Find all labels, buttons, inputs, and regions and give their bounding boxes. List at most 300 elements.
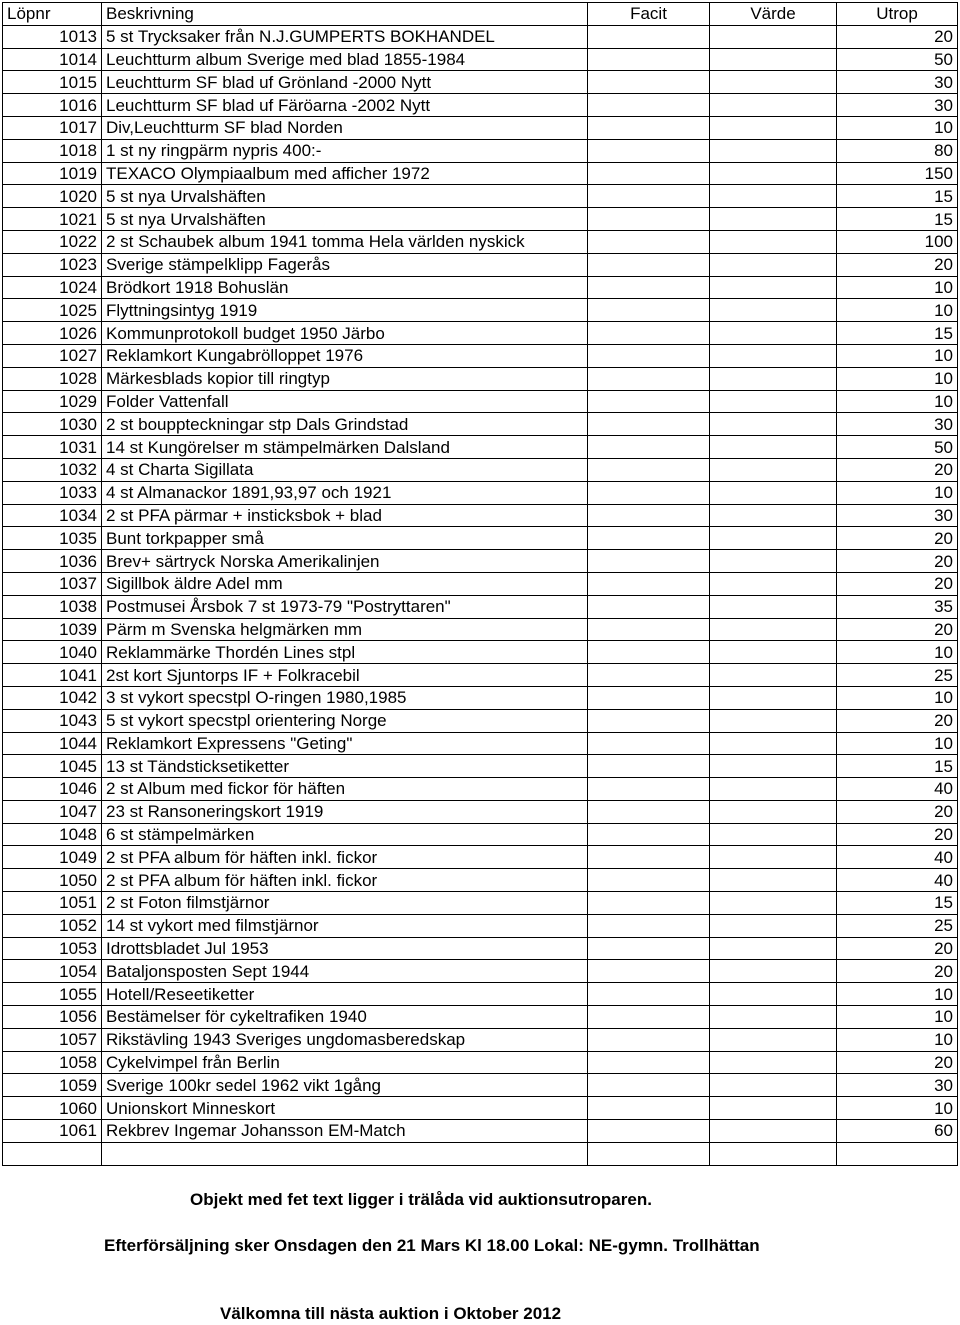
cell-beskrivning: Brev+ särtryck Norska Amerikalinjen: [102, 550, 588, 573]
cell-lopnr: 1043: [3, 709, 102, 732]
cell-beskrivning: Bunt torkpapper små: [102, 527, 588, 550]
table-row: [3, 413, 958, 436]
empty-cell: [837, 1142, 958, 1165]
cell-utrop: 30: [837, 413, 958, 436]
cell-utrop: 10: [837, 641, 958, 664]
cell-beskrivning: Idrottsbladet Jul 1953: [102, 937, 588, 960]
cell-beskrivning: 2 st bouppteckningar stp Dals Grindstad: [102, 413, 588, 436]
table-row: [3, 595, 958, 618]
cell-varde: [710, 823, 837, 846]
cell-varde: [710, 185, 837, 208]
cell-lopnr: 1022: [3, 230, 102, 253]
empty-cell: [3, 1142, 102, 1165]
cell-facit: [588, 823, 710, 846]
cell-utrop: 15: [837, 185, 958, 208]
footer-note-welcome: Välkomna till nästa auktion i Oktober 2012: [220, 1304, 562, 1323]
table-row: [3, 25, 958, 48]
cell-utrop: 50: [837, 48, 958, 71]
cell-lopnr: 1025: [3, 299, 102, 322]
cell-utrop: 20: [837, 550, 958, 573]
table-row: [3, 116, 958, 139]
cell-lopnr: 1047: [3, 800, 102, 823]
cell-utrop: 10: [837, 299, 958, 322]
cell-utrop: 10: [837, 344, 958, 367]
cell-facit: [588, 641, 710, 664]
cell-facit: [588, 1120, 710, 1143]
cell-lopnr: 1052: [3, 914, 102, 937]
cell-lopnr: 1034: [3, 504, 102, 527]
table-row: [3, 869, 958, 892]
cell-varde: [710, 595, 837, 618]
cell-lopnr: 1042: [3, 686, 102, 709]
cell-utrop: 10: [837, 732, 958, 755]
cell-beskrivning: 23 st Ransoneringskort 1919: [102, 800, 588, 823]
cell-varde: [710, 937, 837, 960]
cell-facit: [588, 322, 710, 345]
table-row: [3, 481, 958, 504]
cell-lopnr: 1037: [3, 572, 102, 595]
cell-utrop: 30: [837, 1074, 958, 1097]
cell-beskrivning: Sverige 100kr sedel 1962 vikt 1gång: [102, 1074, 588, 1097]
cell-beskrivning: Kommunprotokoll budget 1950 Järbo: [102, 322, 588, 345]
cell-lopnr: 1036: [3, 550, 102, 573]
table-row: [3, 344, 958, 367]
cell-varde: [710, 778, 837, 801]
cell-varde: [710, 527, 837, 550]
cell-lopnr: 1035: [3, 527, 102, 550]
cell-facit: [588, 25, 710, 48]
cell-varde: [710, 732, 837, 755]
cell-beskrivning: 2 st Schaubek album 1941 tomma Hela världen nyskick: [102, 230, 588, 253]
cell-facit: [588, 504, 710, 527]
header-facit: Facit: [588, 3, 710, 26]
cell-facit: [588, 914, 710, 937]
cell-beskrivning: Bataljonsposten Sept 1944: [102, 960, 588, 983]
cell-lopnr: 1053: [3, 937, 102, 960]
table-row: [3, 436, 958, 459]
cell-lopnr: 1057: [3, 1028, 102, 1051]
table-row: [3, 527, 958, 550]
cell-varde: [710, 253, 837, 276]
footer-note-wooden-box: Objekt med fet text ligger i trälåda vid auktionsutroparen.: [190, 1190, 652, 1209]
table-row: [3, 686, 958, 709]
header-beskrivning: Beskrivning: [102, 3, 588, 26]
cell-facit: [588, 458, 710, 481]
cell-varde: [710, 71, 837, 94]
cell-varde: [710, 94, 837, 117]
cell-beskrivning: Leuchtturm album Sverige med blad 1855-1984: [102, 48, 588, 71]
cell-utrop: 10: [837, 116, 958, 139]
cell-lopnr: 1055: [3, 983, 102, 1006]
cell-facit: [588, 595, 710, 618]
table-row: [3, 618, 958, 641]
cell-utrop: 15: [837, 755, 958, 778]
cell-facit: [588, 208, 710, 231]
cell-utrop: 40: [837, 778, 958, 801]
table-row: [3, 94, 958, 117]
cell-lopnr: 1049: [3, 846, 102, 869]
cell-utrop: 20: [837, 572, 958, 595]
cell-utrop: 80: [837, 139, 958, 162]
table-row: [3, 664, 958, 687]
cell-beskrivning: 2 st PFA album för häften inkl. fickor: [102, 846, 588, 869]
footer-note-aftersale: Efterförsäljning sker Onsdagen den 21 Mars Kl 18.00 Lokal: NE-gymn. Trollhättan: [104, 1236, 760, 1255]
table-row: [3, 800, 958, 823]
table-body: [3, 25, 958, 1165]
cell-lopnr: 1032: [3, 458, 102, 481]
cell-beskrivning: Reklamkort Expressens "Geting": [102, 732, 588, 755]
cell-facit: [588, 230, 710, 253]
table-row: [3, 230, 958, 253]
cell-facit: [588, 686, 710, 709]
cell-lopnr: 1030: [3, 413, 102, 436]
cell-beskrivning: Flyttningsintyg 1919: [102, 299, 588, 322]
cell-varde: [710, 664, 837, 687]
cell-utrop: 25: [837, 664, 958, 687]
cell-facit: [588, 937, 710, 960]
cell-utrop: 10: [837, 686, 958, 709]
cell-varde: [710, 1074, 837, 1097]
cell-utrop: 150: [837, 162, 958, 185]
cell-lopnr: 1017: [3, 116, 102, 139]
cell-beskrivning: Unionskort Minneskort: [102, 1097, 588, 1120]
cell-lopnr: 1029: [3, 390, 102, 413]
cell-utrop: 20: [837, 618, 958, 641]
cell-varde: [710, 25, 837, 48]
cell-lopnr: 1058: [3, 1051, 102, 1074]
table-row: [3, 823, 958, 846]
cell-facit: [588, 800, 710, 823]
cell-utrop: 20: [837, 253, 958, 276]
cell-beskrivning: 2 st Foton filmstjärnor: [102, 892, 588, 915]
cell-facit: [588, 299, 710, 322]
cell-varde: [710, 641, 837, 664]
cell-beskrivning: Leuchtturm SF blad uf Färöarna -2002 Nytt: [102, 94, 588, 117]
table-row: [3, 367, 958, 390]
cell-beskrivning: Reklammärke Thordén Lines stpl: [102, 641, 588, 664]
cell-utrop: 40: [837, 846, 958, 869]
cell-lopnr: 1026: [3, 322, 102, 345]
cell-beskrivning: Pärm m Svenska helgmärken mm: [102, 618, 588, 641]
cell-utrop: 10: [837, 983, 958, 1006]
cell-facit: [588, 869, 710, 892]
cell-beskrivning: 14 st Kungörelser m stämpelmärken Dalsland: [102, 436, 588, 459]
cell-beskrivning: Rikstävling 1943 Sveriges ungdomasberedskap: [102, 1028, 588, 1051]
cell-beskrivning: 5 st nya Urvalshäften: [102, 208, 588, 231]
table-row: [3, 1028, 958, 1051]
cell-beskrivning: Bestämelser för cykeltrafiken 1940: [102, 1006, 588, 1029]
cell-utrop: 10: [837, 390, 958, 413]
cell-varde: [710, 869, 837, 892]
cell-lopnr: 1051: [3, 892, 102, 915]
cell-lopnr: 1054: [3, 960, 102, 983]
cell-utrop: 30: [837, 71, 958, 94]
cell-beskrivning: 5 st nya Urvalshäften: [102, 185, 588, 208]
cell-beskrivning: 2 st PFA pärmar + insticksbok + blad: [102, 504, 588, 527]
cell-utrop: 10: [837, 481, 958, 504]
table-row: [3, 276, 958, 299]
header-utrop: Utrop: [837, 3, 958, 26]
table-row: [3, 71, 958, 94]
cell-utrop: 10: [837, 276, 958, 299]
cell-utrop: 10: [837, 1097, 958, 1120]
cell-beskrivning: 4 st Charta Sigillata: [102, 458, 588, 481]
cell-facit: [588, 1028, 710, 1051]
cell-facit: [588, 94, 710, 117]
cell-beskrivning: Div,Leuchtturm SF blad Norden: [102, 116, 588, 139]
table-row: [3, 208, 958, 231]
empty-cell: [102, 1142, 588, 1165]
cell-lopnr: 1033: [3, 481, 102, 504]
cell-facit: [588, 755, 710, 778]
table-row: [3, 162, 958, 185]
cell-varde: [710, 1097, 837, 1120]
header-varde: Värde: [710, 3, 837, 26]
table-row: [3, 914, 958, 937]
table-row: [3, 550, 958, 573]
cell-varde: [710, 413, 837, 436]
cell-lopnr: 1014: [3, 48, 102, 71]
table-row: [3, 732, 958, 755]
cell-lopnr: 1056: [3, 1006, 102, 1029]
cell-facit: [588, 253, 710, 276]
cell-varde: [710, 572, 837, 595]
cell-varde: [710, 892, 837, 915]
cell-lopnr: 1045: [3, 755, 102, 778]
cell-facit: [588, 572, 710, 595]
cell-facit: [588, 481, 710, 504]
cell-varde: [710, 960, 837, 983]
cell-facit: [588, 892, 710, 915]
cell-beskrivning: 2st kort Sjuntorps IF + Folkracebil: [102, 664, 588, 687]
table-row: [3, 322, 958, 345]
cell-lopnr: 1060: [3, 1097, 102, 1120]
cell-varde: [710, 458, 837, 481]
cell-utrop: 20: [837, 937, 958, 960]
cell-beskrivning: Leuchtturm SF blad uf Grönland -2000 Nytt: [102, 71, 588, 94]
table-row: [3, 641, 958, 664]
cell-lopnr: 1046: [3, 778, 102, 801]
cell-lopnr: 1023: [3, 253, 102, 276]
cell-varde: [710, 139, 837, 162]
cell-varde: [710, 116, 837, 139]
cell-lopnr: 1059: [3, 1074, 102, 1097]
cell-facit: [588, 48, 710, 71]
cell-beskrivning: Postmusei Årsbok 7 st 1973-79 "Postryttaren": [102, 595, 588, 618]
cell-varde: [710, 230, 837, 253]
cell-varde: [710, 1028, 837, 1051]
cell-facit: [588, 276, 710, 299]
cell-varde: [710, 1120, 837, 1143]
cell-facit: [588, 139, 710, 162]
cell-lopnr: 1044: [3, 732, 102, 755]
cell-beskrivning: 14 st vykort med filmstjärnor: [102, 914, 588, 937]
table-row: [3, 1097, 958, 1120]
auction-lot-table: [2, 2, 958, 1166]
cell-utrop: 15: [837, 208, 958, 231]
cell-lopnr: 1018: [3, 139, 102, 162]
cell-beskrivning: Folder Vattenfall: [102, 390, 588, 413]
cell-lopnr: 1061: [3, 1120, 102, 1143]
table-row: [3, 299, 958, 322]
empty-cell: [710, 1142, 837, 1165]
cell-facit: [588, 983, 710, 1006]
cell-utrop: 20: [837, 527, 958, 550]
table-header-row: [3, 3, 958, 26]
cell-utrop: 50: [837, 436, 958, 459]
table-row: [3, 892, 958, 915]
cell-lopnr: 1016: [3, 94, 102, 117]
cell-utrop: 10: [837, 1028, 958, 1051]
cell-facit: [588, 709, 710, 732]
cell-varde: [710, 846, 837, 869]
table-row: [3, 504, 958, 527]
empty-row: [3, 1142, 958, 1165]
cell-utrop: 15: [837, 322, 958, 345]
cell-varde: [710, 709, 837, 732]
cell-lopnr: 1019: [3, 162, 102, 185]
cell-utrop: 100: [837, 230, 958, 253]
table-row: [3, 572, 958, 595]
cell-varde: [710, 162, 837, 185]
table-row: [3, 1006, 958, 1029]
cell-beskrivning: 3 st vykort specstpl O-ringen 1980,1985: [102, 686, 588, 709]
cell-varde: [710, 800, 837, 823]
cell-lopnr: 1040: [3, 641, 102, 664]
table-row: [3, 937, 958, 960]
cell-facit: [588, 550, 710, 573]
cell-varde: [710, 344, 837, 367]
cell-lopnr: 1041: [3, 664, 102, 687]
cell-beskrivning: 6 st stämpelmärken: [102, 823, 588, 846]
cell-varde: [710, 48, 837, 71]
table-row: [3, 1074, 958, 1097]
cell-facit: [588, 732, 710, 755]
cell-lopnr: 1013: [3, 25, 102, 48]
cell-facit: [588, 1051, 710, 1074]
cell-utrop: 40: [837, 869, 958, 892]
cell-utrop: 30: [837, 504, 958, 527]
cell-utrop: 20: [837, 1051, 958, 1074]
cell-beskrivning: TEXACO Olympiaalbum med afficher 1972: [102, 162, 588, 185]
table-row: [3, 253, 958, 276]
table-row: [3, 139, 958, 162]
cell-utrop: 25: [837, 914, 958, 937]
table-row: [3, 458, 958, 481]
cell-facit: [588, 527, 710, 550]
cell-beskrivning: 4 st Almanackor 1891,93,97 och 1921: [102, 481, 588, 504]
cell-varde: [710, 367, 837, 390]
table-row: [3, 983, 958, 1006]
cell-facit: [588, 1006, 710, 1029]
cell-utrop: 10: [837, 367, 958, 390]
cell-beskrivning: Sverige stämpelklipp Fagerås: [102, 253, 588, 276]
cell-facit: [588, 1074, 710, 1097]
cell-facit: [588, 185, 710, 208]
table-row: [3, 1120, 958, 1143]
cell-beskrivning: 1 st ny ringpärm nypris 400:-: [102, 139, 588, 162]
cell-varde: [710, 436, 837, 459]
cell-facit: [588, 71, 710, 94]
table-row: [3, 846, 958, 869]
cell-utrop: 20: [837, 458, 958, 481]
cell-facit: [588, 116, 710, 139]
cell-facit: [588, 846, 710, 869]
cell-utrop: 20: [837, 800, 958, 823]
cell-lopnr: 1038: [3, 595, 102, 618]
cell-lopnr: 1027: [3, 344, 102, 367]
table-row: [3, 390, 958, 413]
header-lopnr: Löpnr: [3, 3, 102, 26]
cell-varde: [710, 755, 837, 778]
table-row: [3, 48, 958, 71]
cell-utrop: 15: [837, 892, 958, 915]
cell-beskrivning: 13 st Tändsticksetiketter: [102, 755, 588, 778]
cell-varde: [710, 686, 837, 709]
cell-lopnr: 1015: [3, 71, 102, 94]
cell-lopnr: 1048: [3, 823, 102, 846]
cell-lopnr: 1039: [3, 618, 102, 641]
cell-utrop: 20: [837, 960, 958, 983]
table-row: [3, 960, 958, 983]
cell-beskrivning: Reklamkort Kungabrölloppet 1976: [102, 344, 588, 367]
empty-cell: [588, 1142, 710, 1165]
cell-beskrivning: Hotell/Reseetiketter: [102, 983, 588, 1006]
cell-facit: [588, 413, 710, 436]
cell-lopnr: 1024: [3, 276, 102, 299]
cell-varde: [710, 914, 837, 937]
cell-utrop: 20: [837, 823, 958, 846]
cell-facit: [588, 390, 710, 413]
cell-beskrivning: Rekbrev Ingemar Johansson EM-Match: [102, 1120, 588, 1143]
cell-varde: [710, 481, 837, 504]
cell-facit: [588, 618, 710, 641]
cell-beskrivning: Sigillbok äldre Adel mm: [102, 572, 588, 595]
cell-beskrivning: 2 st PFA album för häften inkl. fickor: [102, 869, 588, 892]
cell-varde: [710, 618, 837, 641]
cell-facit: [588, 664, 710, 687]
cell-varde: [710, 1006, 837, 1029]
cell-lopnr: 1028: [3, 367, 102, 390]
cell-beskrivning: 5 st Trycksaker från N.J.GUMPERTS BOKHANDEL: [102, 25, 588, 48]
cell-varde: [710, 1051, 837, 1074]
cell-facit: [588, 162, 710, 185]
cell-facit: [588, 1097, 710, 1120]
table-row: [3, 755, 958, 778]
cell-facit: [588, 367, 710, 390]
cell-varde: [710, 208, 837, 231]
cell-utrop: 60: [837, 1120, 958, 1143]
cell-facit: [588, 436, 710, 459]
cell-varde: [710, 983, 837, 1006]
cell-utrop: 30: [837, 94, 958, 117]
cell-utrop: 10: [837, 1006, 958, 1029]
table-row: [3, 778, 958, 801]
cell-varde: [710, 299, 837, 322]
cell-facit: [588, 778, 710, 801]
table-row: [3, 709, 958, 732]
cell-beskrivning: 5 st vykort specstpl orientering Norge: [102, 709, 588, 732]
cell-varde: [710, 550, 837, 573]
cell-varde: [710, 390, 837, 413]
cell-beskrivning: Brödkort 1918 Bohuslän: [102, 276, 588, 299]
cell-lopnr: 1031: [3, 436, 102, 459]
cell-utrop: 20: [837, 709, 958, 732]
table-row: [3, 185, 958, 208]
cell-lopnr: 1020: [3, 185, 102, 208]
cell-utrop: 35: [837, 595, 958, 618]
cell-facit: [588, 344, 710, 367]
